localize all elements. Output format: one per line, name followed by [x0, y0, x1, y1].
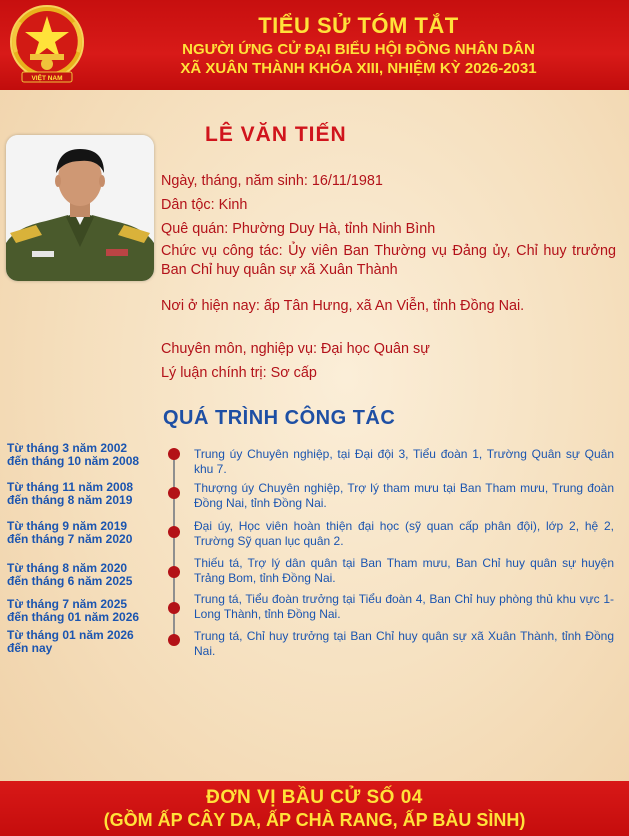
timeline-description: Trung tá, Chỉ huy trưởng tại Ban Chỉ huy quân sự xã Xuân Thành, tỉnh Đồng Nai.: [194, 629, 614, 658]
info-value: ấp Tân Hưng, xã An Viễn, tỉnh Đồng Nai.: [263, 298, 525, 314]
officer-portrait-icon: [6, 135, 154, 281]
info-label: Ngày, tháng, năm sinh:: [161, 173, 308, 189]
info-birthdate: [161, 172, 616, 191]
timeline-date-to: đến tháng 8 năm 2019: [7, 493, 133, 507]
info-label: Dân tộc:: [161, 197, 215, 213]
timeline-date: [7, 629, 165, 655]
electoral-unit-areas: (GỒM ẤP CÂY DA, ẤP CHÀ RANG, ẤP BÀU SÌNH): [103, 810, 526, 830]
timeline-date-from: Từ tháng 01 năm 2026: [7, 628, 134, 642]
timeline-date: [7, 598, 165, 624]
info-label: Nơi ở hiện nay:: [161, 298, 260, 314]
timeline-date-to: đến nay: [7, 641, 53, 655]
timeline-description: Thượng úy Chuyên nghiệp, Trợ lý tham mưu tại Ban Tham mưu, Trung đoàn Đồng Nai, tỉnh Đồng Nai.: [194, 481, 614, 510]
timeline-date: [7, 562, 165, 588]
info-hometown: [161, 220, 616, 239]
info-value: Ủy viên Ban Thường vụ Đảng ủy, Chỉ huy trưởng Ban Chỉ huy quân sự xã Xuân Thành: [161, 243, 616, 278]
timeline-description: Đại úy, Học viên hoàn thiện đại học (sỹ quan cấp phân đội), lớp 2, hệ 2, Trường Sỹ quan lục quân 2.: [194, 519, 614, 548]
timeline-date-from: Từ tháng 9 năm 2019: [7, 519, 128, 533]
info-value: Sơ cấp: [270, 365, 317, 381]
info-ethnicity: [161, 196, 616, 215]
timeline-dot-icon: [168, 602, 180, 614]
timeline-description: Trung tá, Tiểu đoàn trưởng tại Tiểu đoàn 4, Ban Chỉ huy phòng thủ khu vực 1- Long Thành, tỉnh Đồng Nai.: [194, 592, 614, 621]
timeline-dot-icon: [168, 448, 180, 460]
page-subtitle-line1: NGƯỜI ỨNG CỬ ĐẠI BIỂU HỘI ĐỒNG NHÂN DÂN: [182, 41, 535, 58]
header-banner: [0, 0, 629, 90]
timeline-date-from: Từ tháng 7 năm 2025: [7, 597, 128, 611]
timeline-date: [7, 442, 165, 468]
national-emblem-icon: [6, 2, 88, 88]
page-subtitle-line2: XÃ XUÂN THÀNH KHÓA XIII, NHIỆM KỲ 2026-2031: [180, 60, 537, 77]
career-section-title: QUÁ TRÌNH CÔNG TÁC: [163, 407, 396, 429]
footer-banner: [0, 781, 629, 836]
timeline-date-to: đến tháng 10 năm 2008: [7, 454, 140, 468]
timeline-date-from: Từ tháng 8 năm 2020: [7, 561, 128, 575]
timeline-dot-icon: [168, 634, 180, 646]
page-title: TIỂU SỬ TÓM TẮT: [258, 13, 459, 38]
timeline-date-from: Từ tháng 3 năm 2002: [7, 441, 128, 455]
timeline-description: Trung úy Chuyên nghiệp, tại Đại đội 3, Tiểu đoàn 1, Trường Quân sự Quân khu 7.: [194, 447, 614, 476]
info-value: Đại học Quân sự: [321, 341, 430, 357]
timeline-date-to: đến tháng 7 năm 2020: [7, 532, 133, 546]
timeline-date: [7, 520, 165, 546]
timeline-dot-icon: [168, 566, 180, 578]
info-label: Lý luận chính trị:: [161, 365, 267, 381]
info-label: Chuyên môn, nghiệp vụ:: [161, 341, 317, 357]
info-value: Kinh: [218, 197, 248, 213]
emblem-ribbon-text: VIỆT NAM: [31, 75, 63, 82]
timeline-date-to: đến tháng 6 năm 2025: [7, 574, 133, 588]
timeline-date-from: Từ tháng 11 năm 2008: [7, 480, 134, 494]
candidate-name: LÊ VĂN TIẾN: [205, 123, 347, 146]
timeline-date: [7, 481, 165, 507]
info-residence: [161, 297, 616, 316]
info-specialty: [161, 340, 616, 359]
timeline-dot-icon: [168, 526, 180, 538]
timeline-description: Thiếu tá, Trợ lý dân quân tại Ban Tham mưu, Ban Chỉ huy quân sự huyện Trảng Bom, tỉnh Đồng Nai.: [194, 556, 614, 585]
info-political-theory: [161, 364, 616, 383]
timeline-dot-icon: [168, 487, 180, 499]
candidate-photo: [6, 135, 154, 281]
timeline-date-to: đến tháng 01 năm 2026: [7, 610, 140, 624]
electoral-unit-title: ĐƠN VỊ BẦU CỬ SỐ 04: [206, 787, 423, 808]
info-value: Phường Duy Hà, tỉnh Ninh Bình: [232, 221, 436, 237]
info-value: 16/11/1981: [311, 173, 383, 189]
info-label: Chức vụ công tác:: [161, 243, 283, 259]
info-label: Quê quán:: [161, 221, 229, 237]
info-position: [161, 242, 616, 280]
